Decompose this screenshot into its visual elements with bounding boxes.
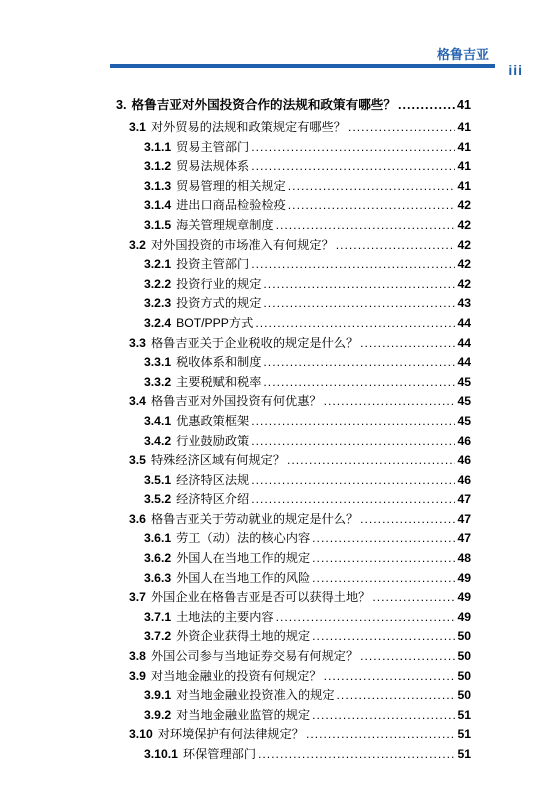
- page-number: iii: [508, 62, 523, 78]
- toc-entry-title: 优惠政策框架: [176, 413, 250, 428]
- toc-entry[interactable]: [116, 569, 471, 589]
- toc-dot-leader: [336, 236, 456, 256]
- toc-entry-page: 41: [457, 139, 471, 154]
- toc-entry-page: 45: [457, 374, 471, 389]
- toc-entry-title: 对环境保护有何法律规定？: [157, 727, 304, 742]
- toc-entry-number: 3.9: [129, 668, 146, 683]
- table-of-contents: [116, 93, 471, 765]
- toc-entry-number: 3.3: [129, 335, 146, 350]
- running-header-title: 格鲁吉亚: [436, 47, 489, 62]
- toc-entry-page: 42: [457, 276, 471, 291]
- toc-dot-leader: [324, 667, 456, 687]
- toc-entry-page: 43: [457, 296, 471, 311]
- toc-entry-title: 经济特区介绍: [176, 492, 250, 507]
- toc-dot-leader: [288, 177, 456, 197]
- toc-entry[interactable]: [116, 686, 471, 706]
- toc-dot-leader: [398, 93, 455, 118]
- toc-entry-number: 3.2.3: [144, 296, 172, 311]
- toc-entry-number: 3.1.3: [144, 178, 172, 193]
- toc-entry[interactable]: [116, 490, 471, 510]
- toc-entry-title: 外资企业获得土地的规定: [176, 629, 311, 644]
- toc-entry[interactable]: [116, 451, 471, 471]
- toc-entry-number: 3.4.1: [144, 413, 172, 428]
- toc-dot-leader: [360, 510, 455, 530]
- toc-entry-title: 土地法的主要内容: [176, 609, 274, 624]
- toc-dot-leader: [276, 608, 456, 628]
- toc-entry-number: 3.1.5: [144, 217, 172, 232]
- toc-dot-leader: [251, 412, 455, 432]
- toc-entry[interactable]: [116, 314, 471, 334]
- toc-entry-title: 投资行业的规定: [176, 276, 262, 291]
- toc-entry-page: 50: [457, 629, 471, 644]
- toc-entry[interactable]: [116, 549, 471, 569]
- toc-dot-leader: [348, 118, 455, 138]
- toc-dot-leader: [251, 255, 455, 275]
- toc-entry[interactable]: [116, 334, 471, 354]
- toc-entry[interactable]: [116, 118, 471, 138]
- toc-entry-page: 48: [457, 551, 471, 566]
- toc-dot-leader: [251, 157, 455, 177]
- toc-entry-page: 41: [457, 178, 471, 193]
- toc-dot-leader: [251, 490, 455, 510]
- toc-entry-title: 格鲁吉亚关于劳动就业的规定是什么？: [150, 511, 359, 526]
- toc-entry[interactable]: [116, 373, 471, 393]
- toc-entry-title: 格鲁吉亚对外国投资有何优惠？: [150, 394, 322, 409]
- toc-entry-number: 3.4: [129, 394, 146, 409]
- toc-entry-title: 对当地金融业投资准入的规定: [176, 688, 335, 703]
- toc-entry[interactable]: [116, 236, 471, 256]
- toc-entry-number: 3.5.2: [144, 492, 172, 507]
- toc-entry-number: 3.7.2: [144, 629, 172, 644]
- toc-entry-title: 经济特区法规: [176, 472, 250, 487]
- toc-dot-leader: [263, 275, 455, 295]
- toc-dot-leader: [288, 196, 456, 216]
- toc-entry-number: 3.7: [129, 590, 146, 605]
- toc-entry-page: 47: [457, 531, 471, 546]
- toc-entry-page: 42: [457, 237, 471, 252]
- toc-entry[interactable]: [116, 196, 471, 216]
- toc-entry-page: 47: [457, 492, 471, 507]
- toc-entry[interactable]: [116, 725, 471, 745]
- toc-entry-number: 3.6: [129, 511, 146, 526]
- toc-entry[interactable]: [116, 529, 471, 549]
- toc-entry-title: 外国企业在格鲁吉亚是否可以获得土地？: [150, 590, 371, 605]
- toc-entry-number: 3.4.2: [144, 433, 172, 448]
- toc-entry-page: 44: [457, 335, 471, 350]
- toc-entry-number: 3.6.2: [144, 551, 172, 566]
- toc-entry[interactable]: [116, 412, 471, 432]
- toc-entry[interactable]: [116, 706, 471, 726]
- toc-entry-number: 3.1.2: [144, 159, 172, 174]
- toc-dot-leader: [251, 432, 455, 452]
- toc-entry-page: 45: [457, 413, 471, 428]
- toc-entry[interactable]: [116, 510, 471, 530]
- toc-entry-page: 47: [457, 511, 471, 526]
- toc-entry-number: 3.3.2: [144, 374, 172, 389]
- toc-dot-leader: [312, 627, 455, 647]
- toc-entry-title: 海关管理规章制度: [176, 217, 274, 232]
- toc-entry[interactable]: [116, 216, 471, 236]
- toc-entry-title: 贸易法规体系: [176, 159, 250, 174]
- toc-entry-title: 投资主管部门: [176, 257, 250, 272]
- toc-entry[interactable]: [116, 608, 471, 628]
- toc-dot-leader: [337, 686, 456, 706]
- toc-dot-leader: [263, 294, 455, 314]
- toc-dot-leader: [312, 549, 455, 569]
- toc-entry[interactable]: [116, 588, 471, 608]
- toc-entry[interactable]: [116, 294, 471, 314]
- toc-dot-leader: [263, 373, 455, 393]
- toc-entry-number: 3.2.1: [144, 257, 172, 272]
- toc-entry-page: 46: [457, 453, 471, 468]
- toc-entry-title: 环保管理部门: [182, 747, 257, 761]
- toc-entry-title: 主要税赋和税率: [176, 374, 262, 389]
- toc-entry-number: 3.1: [129, 120, 146, 134]
- toc-entry-title: 劳工（动）法的核心内容: [176, 531, 311, 546]
- toc-entry-title: 外国人在当地工作的规定: [176, 551, 311, 566]
- toc-dot-leader: [360, 334, 455, 354]
- toc-entry-page: 45: [457, 394, 471, 409]
- toc-entry-page: 42: [457, 217, 471, 232]
- toc-dot-leader: [360, 647, 455, 667]
- toc-dot-leader: [276, 216, 456, 236]
- toc-dot-leader: [306, 725, 455, 745]
- toc-entry-title: 对当地金融业的投资有何规定？: [150, 668, 322, 683]
- toc-entry-number: 3.2.4: [144, 315, 172, 330]
- toc-entry-title: 贸易管理的相关规定: [176, 178, 286, 193]
- toc-entry[interactable]: [116, 627, 471, 647]
- toc-entry-number: 3.5: [129, 453, 146, 468]
- toc-entry-page: 51: [457, 747, 471, 761]
- toc-entry-number: 3.6.1: [144, 531, 172, 546]
- toc-entry-page: 51: [457, 707, 471, 722]
- toc-entry-number: 3.3.1: [144, 355, 172, 370]
- toc-entry-number: 3.5.1: [144, 472, 172, 487]
- toc-entry[interactable]: [116, 745, 471, 765]
- toc-dot-leader: [324, 392, 456, 412]
- toc-entry-number: 3.6.3: [144, 570, 172, 585]
- toc-entry-title: 贸易主管部门: [176, 139, 250, 154]
- toc-entry-number: 3.2: [129, 237, 146, 252]
- toc-entry[interactable]: [116, 275, 471, 295]
- toc-entry[interactable]: [116, 471, 471, 491]
- toc-entry-title: 对外国投资的市场准入有何规定？: [150, 237, 334, 252]
- toc-entry-title: 外国公司参与当地证券交易有何规定？: [150, 649, 359, 664]
- toc-dot-leader: [251, 471, 455, 491]
- toc-entry-page: 46: [457, 472, 471, 487]
- toc-entry[interactable]: [116, 667, 471, 687]
- toc-entry-number: 3.10.1: [144, 747, 178, 761]
- toc-entry-page: 41: [457, 159, 471, 174]
- toc-dot-leader: [372, 588, 455, 608]
- toc-entry-number: 3.8: [129, 649, 146, 664]
- toc-entry-page: 42: [457, 198, 471, 213]
- toc-entry-number: 3.7.1: [144, 609, 172, 624]
- toc-entry-title: 特殊经济区域有何规定？: [150, 453, 286, 468]
- toc-entry[interactable]: [116, 177, 471, 197]
- toc-entry-title: 进出口商品检验检疫: [176, 198, 286, 213]
- toc-entry[interactable]: [116, 647, 471, 667]
- toc-dot-leader: [312, 529, 455, 549]
- toc-entry-title: 外国人在当地工作的风险: [176, 570, 311, 585]
- toc-entry-page: 50: [457, 688, 471, 703]
- toc-entry-title: 投资方式的规定: [176, 296, 262, 311]
- toc-entry-page: 44: [457, 315, 471, 330]
- toc-entry-title: 税收体系和制度: [176, 355, 262, 370]
- toc-entry-page: 49: [457, 590, 471, 605]
- toc-entry-title: 对外贸易的法规和政策规定有哪些？: [150, 120, 346, 134]
- toc-dot-leader: [258, 745, 455, 765]
- toc-dot-leader: [287, 451, 455, 471]
- toc-dot-leader: [312, 706, 455, 726]
- toc-entry[interactable]: [116, 392, 471, 412]
- toc-entry-number: 3.1.4: [144, 198, 172, 213]
- toc-entry[interactable]: [116, 138, 471, 158]
- toc-entry[interactable]: [116, 432, 471, 452]
- toc-entry-page: 46: [457, 433, 471, 448]
- toc-entry-title: 格鲁吉亚对外国投资合作的法规和政策有哪些？: [131, 98, 396, 112]
- toc-dot-leader: [263, 353, 455, 373]
- toc-entry-page: 41: [457, 120, 471, 134]
- toc-entry[interactable]: [116, 255, 471, 275]
- toc-entry[interactable]: [116, 353, 471, 373]
- toc-entry-number: 3.1.1: [144, 139, 172, 154]
- header-rule: [110, 64, 495, 68]
- toc-entry-page: 50: [457, 668, 471, 683]
- toc-entry[interactable]: [116, 93, 471, 118]
- toc-entry-page: 51: [457, 727, 471, 742]
- toc-entry-page: 50: [457, 649, 471, 664]
- toc-entry-page: 41: [456, 98, 471, 112]
- toc-dot-leader: [312, 569, 455, 589]
- toc-entry-page: 49: [457, 609, 471, 624]
- toc-entry-number: 3.10: [129, 727, 153, 742]
- toc-entry-number: 3.2.2: [144, 276, 172, 291]
- toc-entry-page: 44: [457, 355, 471, 370]
- toc-entry-title: BOT/PPP方式: [176, 315, 254, 330]
- toc-entry-title: 格鲁吉亚关于企业税收的规定是什么？: [150, 335, 359, 350]
- toc-entry[interactable]: [116, 157, 471, 177]
- toc-entry-page: 42: [457, 257, 471, 272]
- toc-entry-number: 3.9.2: [144, 707, 172, 722]
- toc-dot-leader: [251, 138, 455, 158]
- toc-entry-number: 3.: [116, 98, 127, 112]
- toc-entry-title: 行业鼓励政策: [176, 433, 250, 448]
- toc-entry-title: 对当地金融业监管的规定: [176, 707, 311, 722]
- toc-entry-number: 3.9.1: [144, 688, 172, 703]
- toc-entry-page: 49: [457, 570, 471, 585]
- toc-dot-leader: [255, 314, 455, 334]
